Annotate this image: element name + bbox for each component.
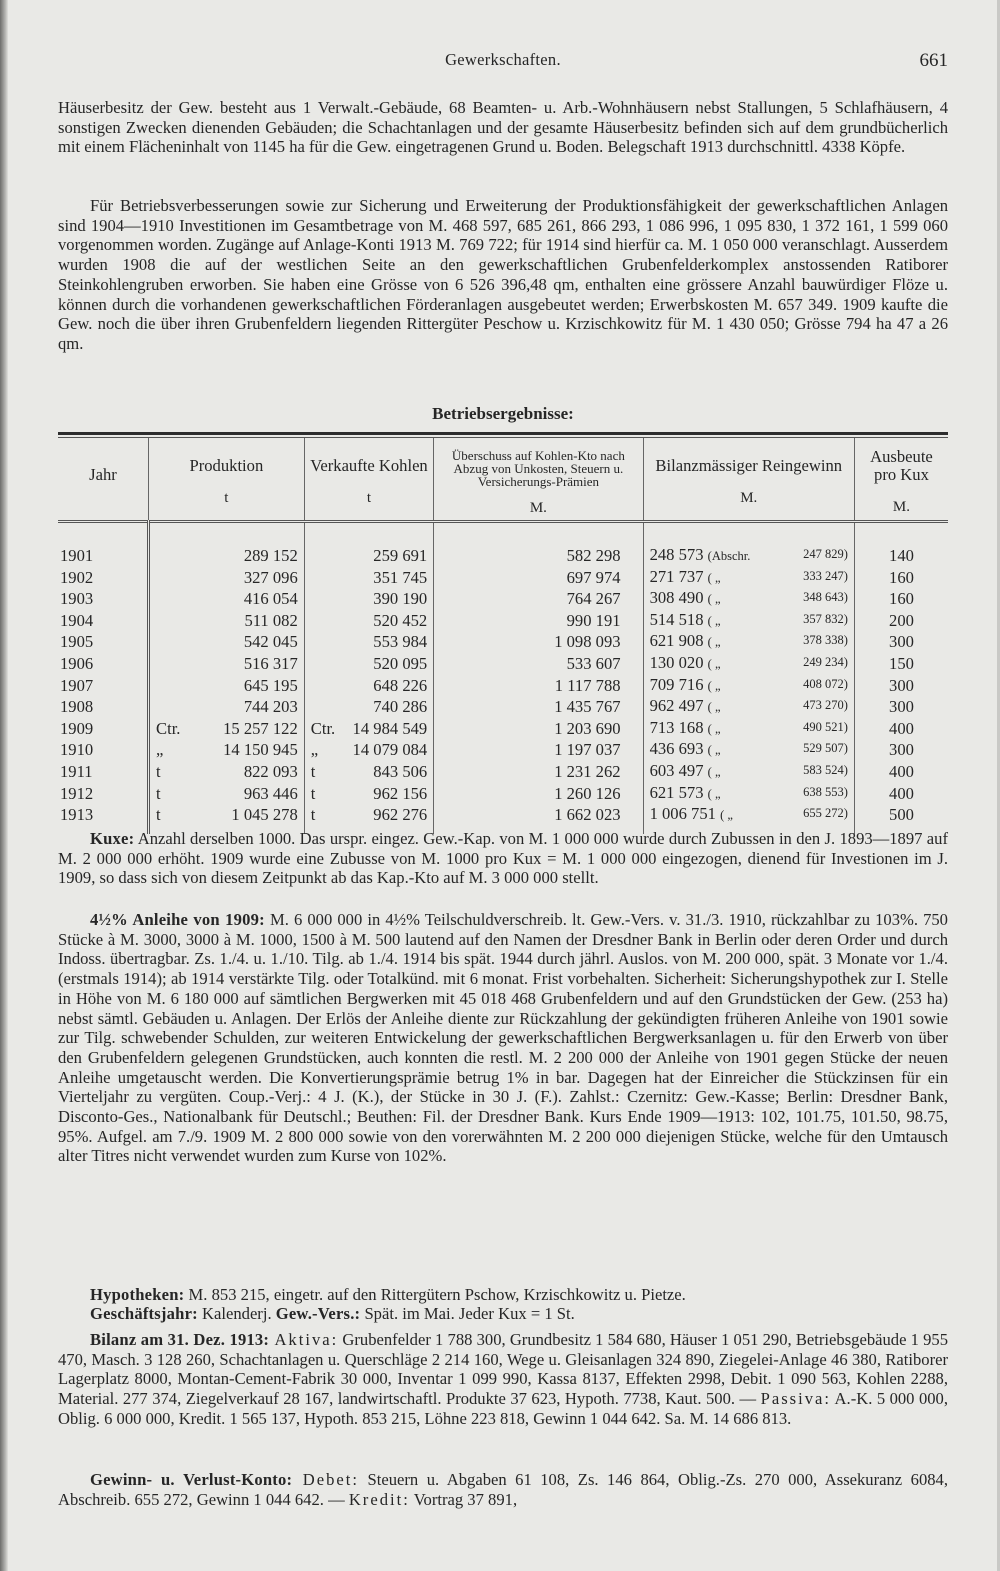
header-label: Bilanzmässiger Reingewinn [655, 456, 843, 475]
table-row [58, 783, 948, 805]
cell-year: 1906 [60, 653, 94, 673]
value: 289 152 [243, 546, 298, 565]
depreciation-value: 490 521) [803, 719, 848, 734]
cell-sold-coal [304, 783, 433, 805]
value: 14 984 549 [352, 718, 428, 738]
cell-net-profit [643, 718, 854, 740]
section-text-meeting: Spät. im Mai. Jeder Kux = 1 St. [360, 1304, 575, 1323]
table-row [58, 675, 948, 697]
section-label: 4½% Anleihe von 1909: [90, 910, 265, 929]
depreciation-label: (Abschr. [707, 549, 751, 563]
unit-prefix: t [156, 761, 161, 781]
depreciation-value: 583 524) [803, 762, 848, 777]
cell-year: 1908 [60, 697, 94, 717]
table-title: Betriebsergebnisse: [432, 404, 574, 423]
section-text: M. 853 215, eingetr. auf den Rittergütern Pschow, Krzischkowitz u. Pietze. [184, 1285, 686, 1304]
kredit-text: Vortrag 37 891, [409, 1489, 518, 1509]
depreciation-value: 473 270) [803, 698, 848, 713]
profit-value: 514 518 [649, 609, 704, 629]
paragraph-investments [58, 196, 948, 354]
cell-net-profit [643, 696, 854, 718]
section-kuxe [58, 829, 948, 888]
table-spacer-row [58, 522, 948, 546]
table-row [58, 567, 948, 589]
table-row [58, 761, 948, 783]
cell-year: 1902 [60, 567, 94, 587]
page-number: 661 [919, 50, 948, 71]
section-label: Kuxe: [90, 829, 135, 848]
depreciation-label: ( „ [707, 570, 721, 585]
unit-prefix: „ [310, 740, 319, 760]
depreciation-value: 249 234) [803, 654, 848, 669]
cell-production [149, 545, 305, 567]
section-text: Anzahl derselben 1000. Das urspr. eingez. Gew.-Kap. von M. 1 000 000 wurde durch Zubussen in den J. 1893—1897 auf M. 2 000 000 erhöht. 1909 wurde eine Zubusse von M. 1000 pro Kux = M. 1 000 000 eingezogen, dienend für Investionen im J. 1909, so dass sich von diesem Zeitpunkt ab das Kap.-Kto auf M. 3 000 000 stellt. [58, 829, 948, 888]
header-sold-coal [304, 438, 433, 522]
cell-production [149, 588, 305, 610]
table-row [58, 739, 948, 761]
cell-dividend: 300 [854, 696, 948, 718]
table-row [58, 610, 948, 632]
paragraph-text: Für Betriebsverbesserungen sowie zur Sicherung und Erweiterung der Produktionsfähigkeit der gewerkschaftlichen Anlagen sind 1904—1910 Investitionen im Gesamtbetrage von M. 468 597, 685 261, 866 293, 1 086 996, 1 095 830, 1 372 161, 1 599 060 vorgenommen worden. Zugänge auf Anlage-Konti 1913 M. 769 722; für 1914 sind hierfür ca. M. 1 050 000 veranschlagt. Ausserdem wurden 1908 die auf der westlichen Seite an den gewerkschaftlichen Grubenfelderkomplex anstossenden Ratiborer Steinkohlengruben erworben. Sie haben eine Grösse von 6 526 396,48 qm, enthalten eine grössere Anzahl bauwürdiger Flöze u. können durch die vorhandenen gewerkschaftlichen Förderanlagen ausgebeutet werden; Erwerbskosten M. 657 349. 1909 kaufte die Gew. noch die über ihren Grubenfeldern liegenden Rittergüter Peschow u. Krzischkowitz für M. 1 430 050; Grösse 794 ha 47 a 26 qm. [58, 196, 948, 353]
depreciation-label: ( „ [707, 764, 721, 779]
passiva-text: A.-K. 5 000 000, Oblig. 6 000 000, Kredit. 1 565 137, Hypoth. 853 215, Löhne 223 818, Gewinn 1 044 642. Sa. M. 14 686 813. [58, 1389, 948, 1428]
cell-net-profit [643, 739, 854, 761]
cell-year: 1907 [60, 675, 94, 695]
cell-dividend: 400 [854, 718, 948, 740]
header-production [149, 438, 305, 522]
cell-dividend: 500 [854, 804, 948, 826]
cell-production [149, 631, 305, 653]
unit-prefix: t [310, 783, 316, 803]
aktiva-label: Aktiva: [269, 1330, 339, 1349]
cell-surplus: 1 197 037 [434, 739, 643, 761]
depreciation-label: ( „ [707, 678, 721, 693]
value: 843 506 [373, 761, 428, 781]
depreciation-label: ( „ [707, 786, 721, 801]
kredit-label: Kredit: [348, 1489, 410, 1509]
header-label: Verkaufte Kohlen [310, 456, 428, 475]
depreciation-value: 655 272) [803, 806, 848, 821]
value: 520 095 [373, 653, 428, 673]
profit-value: 713 168 [649, 717, 704, 737]
value: 520 452 [373, 610, 428, 630]
unit-prefix: t [310, 805, 316, 825]
section-label-meeting: Gew.-Vers.: [275, 1304, 361, 1323]
value: 14 079 084 [352, 740, 428, 760]
header-unit: t [366, 490, 372, 506]
cell-sold-coal [304, 545, 433, 567]
header-label: Produktion [189, 456, 264, 475]
value: 822 093 [243, 761, 298, 781]
profit-value: 248 573 [649, 545, 704, 564]
depreciation-value: 357 832) [803, 611, 848, 626]
cell-net-profit [643, 761, 854, 783]
cell-surplus: 764 267 [434, 588, 643, 610]
profit-value: 709 716 [649, 674, 704, 694]
section-mortgages [58, 1285, 948, 1305]
depreciation-label: ( „ [707, 700, 721, 715]
value: 516 317 [243, 653, 298, 673]
table-header-row [58, 438, 948, 522]
profit-value: 130 020 [649, 652, 704, 672]
depreciation-label: ( „ [707, 613, 721, 628]
cell-dividend: 300 [854, 631, 948, 653]
cell-year: 1909 [60, 718, 94, 738]
cell-dividend: 400 [854, 783, 948, 805]
debet-label: Debet: [292, 1470, 360, 1489]
depreciation-value: 408 072) [803, 676, 848, 691]
cell-production [149, 739, 305, 761]
cell-year: 1904 [60, 610, 94, 630]
header-label: Jahr [89, 465, 117, 484]
cell-sold-coal [304, 675, 433, 697]
header-surplus [434, 438, 643, 522]
cell-dividend: 150 [854, 653, 948, 675]
value: 963 446 [243, 783, 298, 803]
cell-production [149, 761, 305, 783]
page-header [58, 50, 948, 74]
cell-surplus: 1 117 788 [434, 675, 643, 697]
value: 327 096 [243, 567, 298, 587]
unit-prefix: Ctr. [156, 718, 181, 738]
section-label: Geschäftsjahr: [90, 1304, 198, 1323]
cell-year: 1913 [60, 805, 94, 825]
section-loan [58, 910, 948, 1166]
cell-production [149, 696, 305, 718]
table-body [58, 522, 948, 834]
table-row [58, 718, 948, 740]
table-row [58, 653, 948, 675]
value: 416 054 [243, 589, 298, 609]
cell-year: 1912 [60, 783, 94, 803]
cell-sold-coal [304, 761, 433, 783]
cell-dividend: 300 [854, 739, 948, 761]
value: 645 195 [243, 675, 298, 695]
depreciation-value: 529 507) [803, 741, 848, 756]
depreciation-label: ( „ [707, 592, 721, 607]
header-unit: t [224, 490, 229, 506]
unit-prefix: Ctr. [310, 718, 336, 738]
section-fiscal-year [58, 1304, 948, 1324]
cell-net-profit [643, 545, 854, 567]
section-label: Bilanz am 31. Dez. 1913: [90, 1330, 270, 1349]
value: 962 156 [373, 783, 428, 803]
cell-sold-coal [304, 653, 433, 675]
profit-value: 621 573 [649, 782, 704, 802]
section-text: Kalenderj. [197, 1304, 276, 1323]
cell-production [149, 804, 305, 826]
header-dividend [854, 438, 948, 522]
cell-surplus: 1 662 023 [434, 804, 643, 826]
cell-surplus: 1 098 093 [434, 631, 643, 653]
header-unit: M. [892, 499, 911, 515]
unit-prefix: t [310, 761, 316, 781]
cell-surplus: 533 607 [434, 653, 643, 675]
cell-net-profit [643, 631, 854, 653]
value: 740 286 [373, 697, 428, 717]
header-unit: M. [529, 500, 547, 516]
unit-prefix: „ [156, 740, 164, 760]
value: 15 257 122 [223, 718, 298, 738]
cell-year: 1910 [60, 740, 94, 760]
cell-production [149, 718, 305, 740]
cell-year: 1905 [60, 632, 94, 652]
cell-production [149, 653, 305, 675]
cell-surplus: 1 203 690 [434, 718, 643, 740]
cell-production [149, 675, 305, 697]
cell-net-profit [643, 783, 854, 805]
unit-prefix: t [156, 805, 161, 825]
section-text: M. 6 000 000 in 4½% Teilschuldverschreib. lt. Gew.-Vers. v. 31./3. 1910, rückzahlbar zu 103%. 750 Stücke à M. 3000, 3000 à M. 1000, 1500 à M. 500 lautend auf den Namen der Dresdner Bank in Berlin oder deren Order und durch Indoss. übertragbar. Zs. 1./4. u. 1./10. Tilg. ab 1./4. 1914 bis spät. 1944 durch jährl. Auslos. von M. 200 000, spät. 3 Monate vor 1./4. (erstmals 1914); ab 1914 verstärkte Tilg. oder Totalkünd. mit 6 monat. Frist vorbehalten. Sicherheit: Sicherungshypothek zur I. Stelle in Höhe von M. 6 180 000 auf sämtlichen Bergwerken mit 45 018 468 Grubenfeldern und auf den Grundstücken der Gew. (253 ha) nebst sämtl. Gebäuden u. Anlagen. Der Erlös der Anleihe diente zur Rückzahlung der gekündigten früheren Anleihe von 1901 sowie zur Tilg. schwebender Schulden, zur weiteren Entwickelung der gewerkschaftlichen Bergwerksanlagen u. für den Erwerb von über den Grubenfeldern gelegenen Grundstücken, auch konnten die restl. M. 2 200 000 der Anleihe von 1901 gegen Stücke der neuen Anleihe umgetauscht werden. Die Konvertierungsprämie betrug 1% in bar. Dagegen hat der Einreicher die Stückzinsen für ein Vierteljahr zu vergüten. Coup.-Verj.: 4 J. (K.), der Stücke in 30 J. (F.). Zahlst.: Czernitz: Gew.-Kasse; Berlin: Dresdner Bank, Disconto-Ges., Nationalbank für Deutschl.; Beuthen: Fil. der Dresdner Bank. Kurs Ende 1909—1913: 102, 101.75, 101.50, 98.75, 95%. Aufgel. am 7./9. 1909 M. 2 800 000 sowie von den vorerwähnten M. 2 200 000 diejenigen Stücke, welche für den Umtausch alter Titres nicht verwendet wurden zum Kurse von 102%. [58, 910, 948, 1166]
profit-value: 271 737 [649, 566, 704, 586]
cell-net-profit [643, 804, 854, 826]
depreciation-label: ( „ [707, 656, 721, 671]
cell-sold-coal [304, 804, 433, 826]
cell-surplus: 1 260 126 [434, 783, 643, 805]
aktiva-text: Grubenfelder 1 788 300, Grundbesitz 1 584 680, Häuser 1 051 290, Betriebsgebäude 1 955 470, Masch. 3 128 260, Schachtanlagen u. Querschläge 2 214 160, Wege u. Gleisanlagen 324 890, Ziegelei-Anlage 46 380, Ratiborer Lagerplatz 8000, Montan-Cement-Fabrik 30 000, Inventar 1 099 990, Kassa 8137, Effekten 2998, Debit. 1 090 563, Kohlen 2288, Material. 277 374, Ziegelverkauf 28 167, landwirtschaftl. Produkte 37 623, Hypoth. 7738, Kaut. 500. — [58, 1330, 948, 1409]
cell-sold-coal [304, 739, 433, 761]
paragraph-houses [58, 98, 948, 157]
profit-value: 962 497 [649, 696, 704, 716]
depreciation-value: 247 829) [803, 547, 848, 561]
cell-year: 1903 [60, 589, 94, 609]
table-row [58, 545, 948, 567]
header-year [58, 438, 149, 522]
cell-dividend: 160 [854, 588, 948, 610]
cell-surplus: 1 231 262 [434, 761, 643, 783]
section-balance-sheet [58, 1330, 948, 1429]
profit-value: 308 490 [649, 588, 704, 608]
cell-production [149, 610, 305, 632]
table-row [58, 804, 948, 826]
cell-sold-coal [304, 718, 433, 740]
header-net-profit [643, 438, 854, 522]
value: 553 984 [373, 632, 428, 652]
value: 351 745 [373, 567, 428, 587]
cell-dividend: 300 [854, 675, 948, 697]
value: 962 276 [373, 805, 428, 825]
profit-value: 603 497 [649, 760, 704, 780]
running-title: Gewerkschaften. [445, 50, 561, 69]
depreciation-value: 638 553) [803, 784, 848, 799]
depreciation-value: 348 643) [803, 590, 848, 605]
value: 648 226 [373, 675, 428, 695]
passiva-label: Passiva: [760, 1389, 831, 1409]
cell-year: 1901 [60, 546, 94, 565]
cell-sold-coal [304, 610, 433, 632]
value: 744 203 [243, 697, 298, 717]
cell-sold-coal [304, 696, 433, 718]
header-label: Überschuss auf Kohlen-Kto nach Abzug von Unkosten, Steuern u. Versicherungs-Prämien [451, 448, 625, 489]
table-row [58, 588, 948, 610]
results-table [58, 432, 948, 834]
profit-value: 621 908 [649, 631, 704, 651]
header-unit: M. [740, 490, 758, 506]
cell-surplus: 697 974 [434, 567, 643, 589]
cell-dividend: 200 [854, 610, 948, 632]
value: 14 150 945 [223, 740, 298, 760]
depreciation-label: ( „ [720, 808, 733, 823]
cell-dividend: 140 [854, 545, 948, 567]
cell-net-profit [643, 567, 854, 589]
cell-net-profit [643, 588, 854, 610]
table-row [58, 631, 948, 653]
depreciation-value: 333 247) [803, 568, 848, 583]
depreciation-label: ( „ [707, 721, 721, 736]
depreciation-label: ( „ [707, 635, 721, 650]
cell-net-profit [643, 653, 854, 675]
section-profit-loss [58, 1470, 948, 1509]
unit-prefix: t [156, 783, 161, 803]
cell-dividend: 400 [854, 761, 948, 783]
value: 511 082 [244, 610, 298, 630]
cell-sold-coal [304, 567, 433, 589]
header-label: Ausbeute pro Kux [870, 447, 933, 484]
profit-value: 1 006 751 [649, 804, 716, 824]
cell-sold-coal [304, 588, 433, 610]
value: 1 045 278 [231, 805, 298, 825]
cell-sold-coal [304, 631, 433, 653]
cell-year: 1911 [60, 761, 93, 781]
table-row [58, 696, 948, 718]
section-label: Gewinn- u. Verlust-Konto: [90, 1470, 293, 1489]
value: 390 190 [373, 589, 428, 609]
section-label: Hypotheken: [90, 1285, 185, 1304]
depreciation-value: 378 338) [803, 633, 848, 648]
cell-surplus: 582 298 [434, 545, 643, 567]
cell-surplus: 990 191 [434, 610, 643, 632]
paragraph-text: Häuserbesitz der Gew. besteht aus 1 Verwalt.-Gebäude, 68 Beamten- u. Arb.-Wohnhäusern nebst Stallungen, 5 Schlafhäusern, 4 sonstigen Zwecken dienenden Gebäuden; die Schachtanlagen und der gesamte Häuserbesitz befinden sich auf dem grundbücherlich mit einem Flächeninhalt von 1145 ha für die Gew. eingetragenen Grund u. Boden. Belegschaft 1913 durchschnittl. 4338 Köpfe. [58, 98, 948, 157]
value: 542 045 [243, 632, 298, 652]
cell-production [149, 783, 305, 805]
depreciation-label: ( „ [707, 743, 721, 758]
page-binding-edge [0, 0, 8, 1571]
cell-production [149, 567, 305, 589]
cell-surplus: 1 435 767 [434, 696, 643, 718]
debet-text: Steuern u. Abgaben 61 108, Zs. 146 864, Oblig.-Zs. 270 000, Assekuranz 6084, Abschreib. 655 272, Gewinn 1 044 642. — [58, 1470, 949, 1509]
cell-net-profit [643, 610, 854, 632]
value: 259 691 [373, 546, 428, 565]
cell-dividend: 160 [854, 567, 948, 589]
profit-value: 436 693 [649, 739, 704, 759]
cell-net-profit [643, 675, 854, 697]
